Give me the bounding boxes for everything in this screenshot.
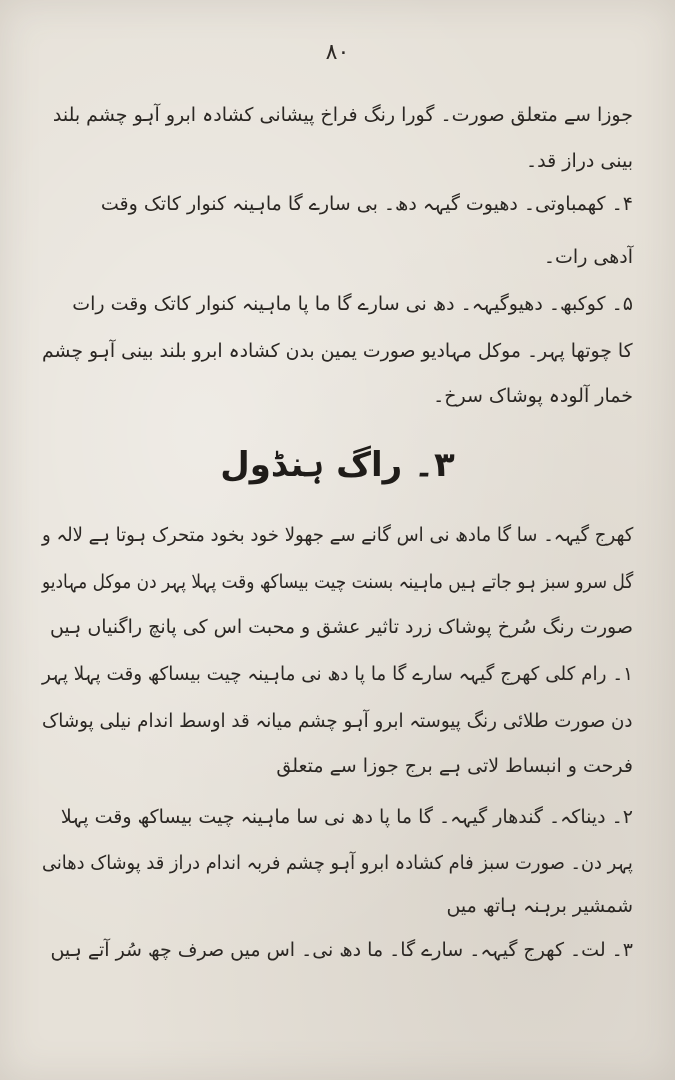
text-line: خمار آلودہ پوشاک سرخ۔ xyxy=(433,385,633,407)
text-line: پہر دن۔ صورت سبز فام کشادہ ابرو آہو چشم فربہ اندام دراز قد پوشاک دھانی xyxy=(42,852,633,874)
text-line: ۱۔ رام کلی کھرج گیہہ سارے گا ما پا دھ نی ماہینہ چیت بیساکھ وقت پہلا پہر xyxy=(42,663,633,685)
section-heading: ۳۔ راگ ہنڈول xyxy=(220,445,455,485)
text-line: دن صورت طلائی رنگ پیوستہ ابرو آہو چشم میانہ قد اوسط اندام نیلی پوشاک xyxy=(42,710,633,732)
text-line: ۲۔ دیناکہ۔ گندھار گیہہ۔ گا ما پا دھ نی سا ماہینہ چیت بیساکھ وقت پہلا xyxy=(60,806,633,828)
text-line: شمشیر برہنہ ہاتھ میں xyxy=(446,895,633,917)
text-line: فرحت و انبساط لاتی ہے برج جوزا سے متعلق xyxy=(276,755,633,777)
text-line: گل سرو سبز ہو جاتے ہیں ماہینہ بسنت چیت بیساکھ وقت پہلا پہر دن موکل مہادیو xyxy=(41,571,633,593)
text-line: کا چوتھا پہر۔ موکل مہادیو صورت یمین بدن کشادہ ابرو بلند بینی آہو چشم xyxy=(42,340,633,362)
text-line: ۳۔ لت۔ کھرج گیہہ۔ سارے گا۔ ما دھ نی۔ اس میں صرف چھ سُر آتے ہیں xyxy=(50,939,633,961)
text-line: آدھی رات۔ xyxy=(543,246,633,268)
text-line: کھرج گیہہ۔ سا گا مادھ نی اس گانے سے جھولا خود بخود متحرک ہوتا ہے لالہ و xyxy=(41,524,633,546)
text-line: ۵۔ کوکبھ۔ دھیوگیہہ۔ دھ نی سارے گا ما پا ماہینہ کنوار کاتک وقت رات xyxy=(72,293,633,315)
text-line: بینی دراز قد۔ xyxy=(526,150,633,172)
text-line: جوزا سے متعلق صورت۔ گورا رنگ فراخ پیشانی کشادہ ابرو آہو چشم بلند xyxy=(52,104,633,126)
text-line: ۴۔ کھمباوتی۔ دھیوت گیہہ دھ۔ بی سارے گا ماہینہ کنوار کاتک وقت xyxy=(100,193,633,215)
text-line: صورت رنگ سُرخ پوشاک زرد تاثیر عشق و محبت اس کی پانچ راگنیاں ہیں xyxy=(49,616,633,638)
page-number: ۸۰ xyxy=(325,40,350,65)
